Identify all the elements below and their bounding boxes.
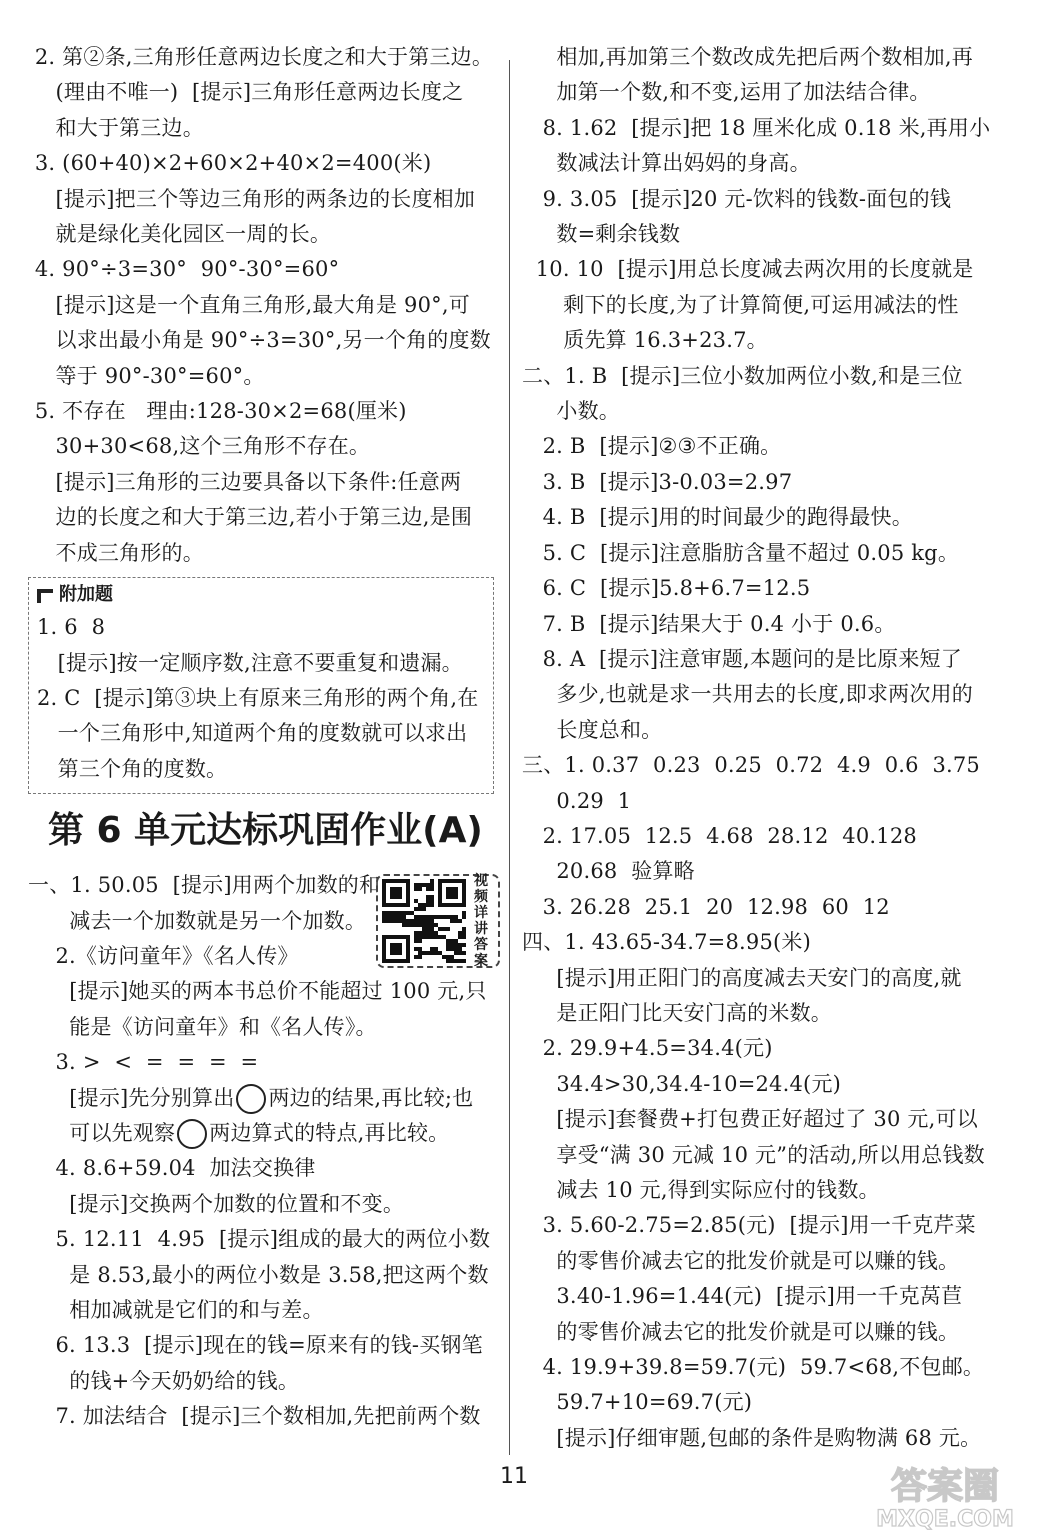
answer-line: 长度总和。 <box>522 717 663 742</box>
answer-line: 8. 1.62 [提示]把 18 厘米化成 0.18 米,再用小 <box>522 115 991 140</box>
right-column <box>522 40 1012 1456</box>
answer-line: 数=剩余钱数 <box>522 222 681 247</box>
answer-line: 剩下的长度,为了计算简便,可运用减法的性 <box>522 292 959 317</box>
answer-line: 质先算 16.3+23.7。 <box>522 328 768 353</box>
answer-line: 3. > < = = = = <box>28 1050 259 1075</box>
answer-line: 5. 不存在 理由:128-30×2=68(厘米) <box>28 399 407 424</box>
answer-line: 4. 19.9+39.8=59.7(元) 59.7<68,不包邮。 <box>522 1355 985 1380</box>
answers-b <box>28 1151 496 1434</box>
right-answers <box>522 40 1012 1456</box>
answer-line: 3.40-1.96=1.44(元) [提示]用一千克莴苣 <box>522 1284 963 1309</box>
answer-line: 2. 17.05 12.5 4.68 28.12 40.128 <box>522 823 917 848</box>
answer-line: [提示]这是一个直角三角形,最大角是 90°,可 <box>28 292 470 317</box>
answer-line: 三、1. 0.37 0.23 0.25 0.72 4.9 0.6 3.75 <box>522 753 980 778</box>
answer-line: 2. 29.9+4.5=34.4(元) <box>522 1036 773 1061</box>
answer-line: [提示]仔细审题,包邮的条件是购物满 68 元。 <box>522 1425 982 1450</box>
answer-line: [提示]把三个等边三角形的两条边的长度相加 <box>28 186 476 211</box>
extra-questions-lines <box>37 610 485 787</box>
watermark-line2: MXQE.COM <box>876 1507 1014 1532</box>
answer-line: [提示]三角形的三边要具备以下条件:任意两 <box>28 469 462 494</box>
answer-line: 5. C [提示]注意脂肪含量不超过 0.05 kg。 <box>522 540 960 565</box>
unit-title: 第 6 单元达标巩固作业(A) <box>48 810 483 852</box>
left-top-answers <box>28 40 496 571</box>
answer-line: 和大于第三边。 <box>28 115 204 140</box>
extra-questions-header <box>37 580 485 610</box>
answer-line: 2. B [提示]②③不正确。 <box>522 434 782 459</box>
answer-line: 等于 90°-30°=60°。 <box>28 363 265 388</box>
extra-answer-line: 1. 6 8 <box>37 615 106 640</box>
circle-placeholder-icon <box>177 1119 207 1149</box>
answer-line: 2.《访问童年》《名人传》 <box>28 943 299 968</box>
answer-line: 2. 第②条,三角形任意两边长度之和大于第三边。 <box>28 45 494 69</box>
qr-code-block[interactable] <box>376 874 500 968</box>
answer-line: 6. C [提示]5.8+6.7=12.5 <box>522 576 811 601</box>
answer-line: 一、1. 50.05 [提示]用两个加数的和 <box>28 873 381 898</box>
answer-line: 能是《访问童年》和《名人传》。 <box>28 1014 377 1039</box>
answer-line: 多少,也就是求一共用去的长度,即求两次用的 <box>522 682 973 707</box>
answer-line: 8. A [提示]注意审题,本题问的是比原来短了 <box>522 646 962 671</box>
answer-line: 3. (60+40)×2+60×2+40×2=400(米) <box>28 151 432 176</box>
answer-line: (理由不唯一) [提示]三角形任意两边长度之 <box>28 80 464 105</box>
answer-line: 相加,再加第三个数改成先把后两个数相加,再 <box>522 45 973 69</box>
answer-line: 四、1. 43.65-34.7=8.95(米) <box>522 930 812 955</box>
answer-line: 相加减就是它们的和与差。 <box>28 1298 324 1322</box>
answer-line: 0.29 1 <box>522 788 632 813</box>
extra-questions-title: 附加题 <box>59 584 113 606</box>
answer-line: 减去 10 元,得到实际应付的钱数。 <box>522 1178 880 1202</box>
circle-placeholder-icon <box>236 1084 266 1114</box>
answer-line: 10. 10 [提示]用总长度减去两次用的长度就是 <box>522 257 974 282</box>
answer-line: 减去一个加数就是另一个加数。 <box>28 908 367 933</box>
answer-line: 7. B [提示]结果大于 0.4 小于 0.6。 <box>522 611 896 636</box>
answer-line: 9. 3.05 [提示]20 元-饮料的钱数-面包的钱 <box>522 186 952 211</box>
answer-line: 就是绿化美化园区一周的长。 <box>28 222 332 247</box>
left-column <box>28 40 496 1435</box>
answer-line: [提示]套餐费+打包费正好超过了 30 元,可以 <box>522 1107 978 1132</box>
answer-line: 3. B [提示]3-0.03=2.97 <box>522 469 793 494</box>
extra-answer-line: 2. C [提示]第③块上有原来三角形的两个角,在 <box>37 685 479 710</box>
answer-line: 59.7+10=69.7(元) <box>522 1390 753 1415</box>
answer-line: 3. 5.60-2.75=2.85(元) [提示]用一千克芹菜 <box>522 1213 976 1238</box>
answer-line: 的零售价减去它的批发价就是可以赚的钱。 <box>522 1319 960 1344</box>
answer-line: 小数。 <box>522 399 620 424</box>
answer-line: [提示]她买的两本书总价不能超过 100 元,只 <box>28 979 487 1004</box>
answer-line: 6. 13.3 [提示]现在的钱=原来有的钱-买钢笔 <box>28 1333 483 1358</box>
extra-answer-line: [提示]按一定顺序数,注意不要重复和遗漏。 <box>37 650 463 675</box>
page-number: 11 <box>500 1464 528 1489</box>
answer-line: 不成三角形的。 <box>28 540 204 565</box>
answer-line: 以求出最小角是 90°÷3=30°,另一个角的度数 <box>28 328 491 353</box>
answer-line: 7. 加法结合 [提示]三个数相加,先把前两个数 <box>28 1404 481 1429</box>
answer-line: 5. 12.11 4.95 [提示]组成的最大的两位小数 <box>28 1227 491 1252</box>
circle-hint-text-2b: 两边算式的特点,再比较。 <box>209 1120 450 1145</box>
answer-line: 享受“满 30 元减 10 元”的活动,所以用总钱数 <box>522 1142 985 1167</box>
extra-answer-line: 一个三角形中,知道两个角的度数就可以求出 <box>37 721 468 746</box>
answer-line: 4. 90°÷3=30° 90°-30°=60° <box>28 257 340 282</box>
circle-hint-text-1b: 两边的结果,再比较;也 <box>268 1085 474 1110</box>
extra-answer-line: 第三个角的度数。 <box>37 756 228 781</box>
circle-hint-text-1a: [提示]先分别算出 <box>28 1085 235 1110</box>
circle-hint-line-2 <box>28 1116 496 1151</box>
answer-line: 34.4>30,34.4-10=24.4(元) <box>522 1071 842 1096</box>
answer-line: 30+30<68,这个三角形不存在。 <box>28 434 371 459</box>
answer-line: 3. 26.28 25.1 20 12.98 60 12 <box>522 894 890 919</box>
bookmark-icon <box>37 587 53 603</box>
extra-questions-box <box>28 577 494 794</box>
answer-line: 4. B [提示]用的时间最少的跑得最快。 <box>522 505 913 530</box>
answer-line: 边的长度之和大于第三边,若小于第三边,是围 <box>28 505 473 530</box>
column-divider <box>509 60 510 1455</box>
answer-line: 是正阳门比天安门高的米数。 <box>522 1000 832 1025</box>
answer-line: 4. 8.6+59.04 加法交换律 <box>28 1156 316 1181</box>
answer-line: 20.68 验算略 <box>522 859 695 884</box>
answer-line: 的钱+今天奶奶给的钱。 <box>28 1368 300 1393</box>
answer-line: 二、1. B [提示]三位小数加两位小数,和是三位 <box>522 363 963 388</box>
answer-line: 的零售价减去它的批发价就是可以赚的钱。 <box>522 1248 960 1273</box>
answer-line: [提示]用正阳门的高度减去天安门的高度,就 <box>522 965 962 990</box>
answer-line: 是 8.53,最小的两位小数是 3.58,把这两个数 <box>28 1262 489 1287</box>
answer-line: 加第一个数,和不变,运用了加法结合律。 <box>522 80 931 105</box>
qr-code-icon <box>382 879 466 963</box>
answer-line: 数减法计算出妈妈的身高。 <box>522 151 811 176</box>
qr-label: 视频详讲答案 <box>474 873 488 970</box>
answer-line: [提示]交换两个加数的位置和不变。 <box>28 1191 405 1216</box>
watermark-line1: 答案圈 <box>890 1466 1000 1507</box>
watermark-logo <box>855 1458 1035 1532</box>
circle-hint-text-2a: 可以先观察 <box>28 1120 176 1145</box>
circle-hint-line-1 <box>28 1081 496 1116</box>
